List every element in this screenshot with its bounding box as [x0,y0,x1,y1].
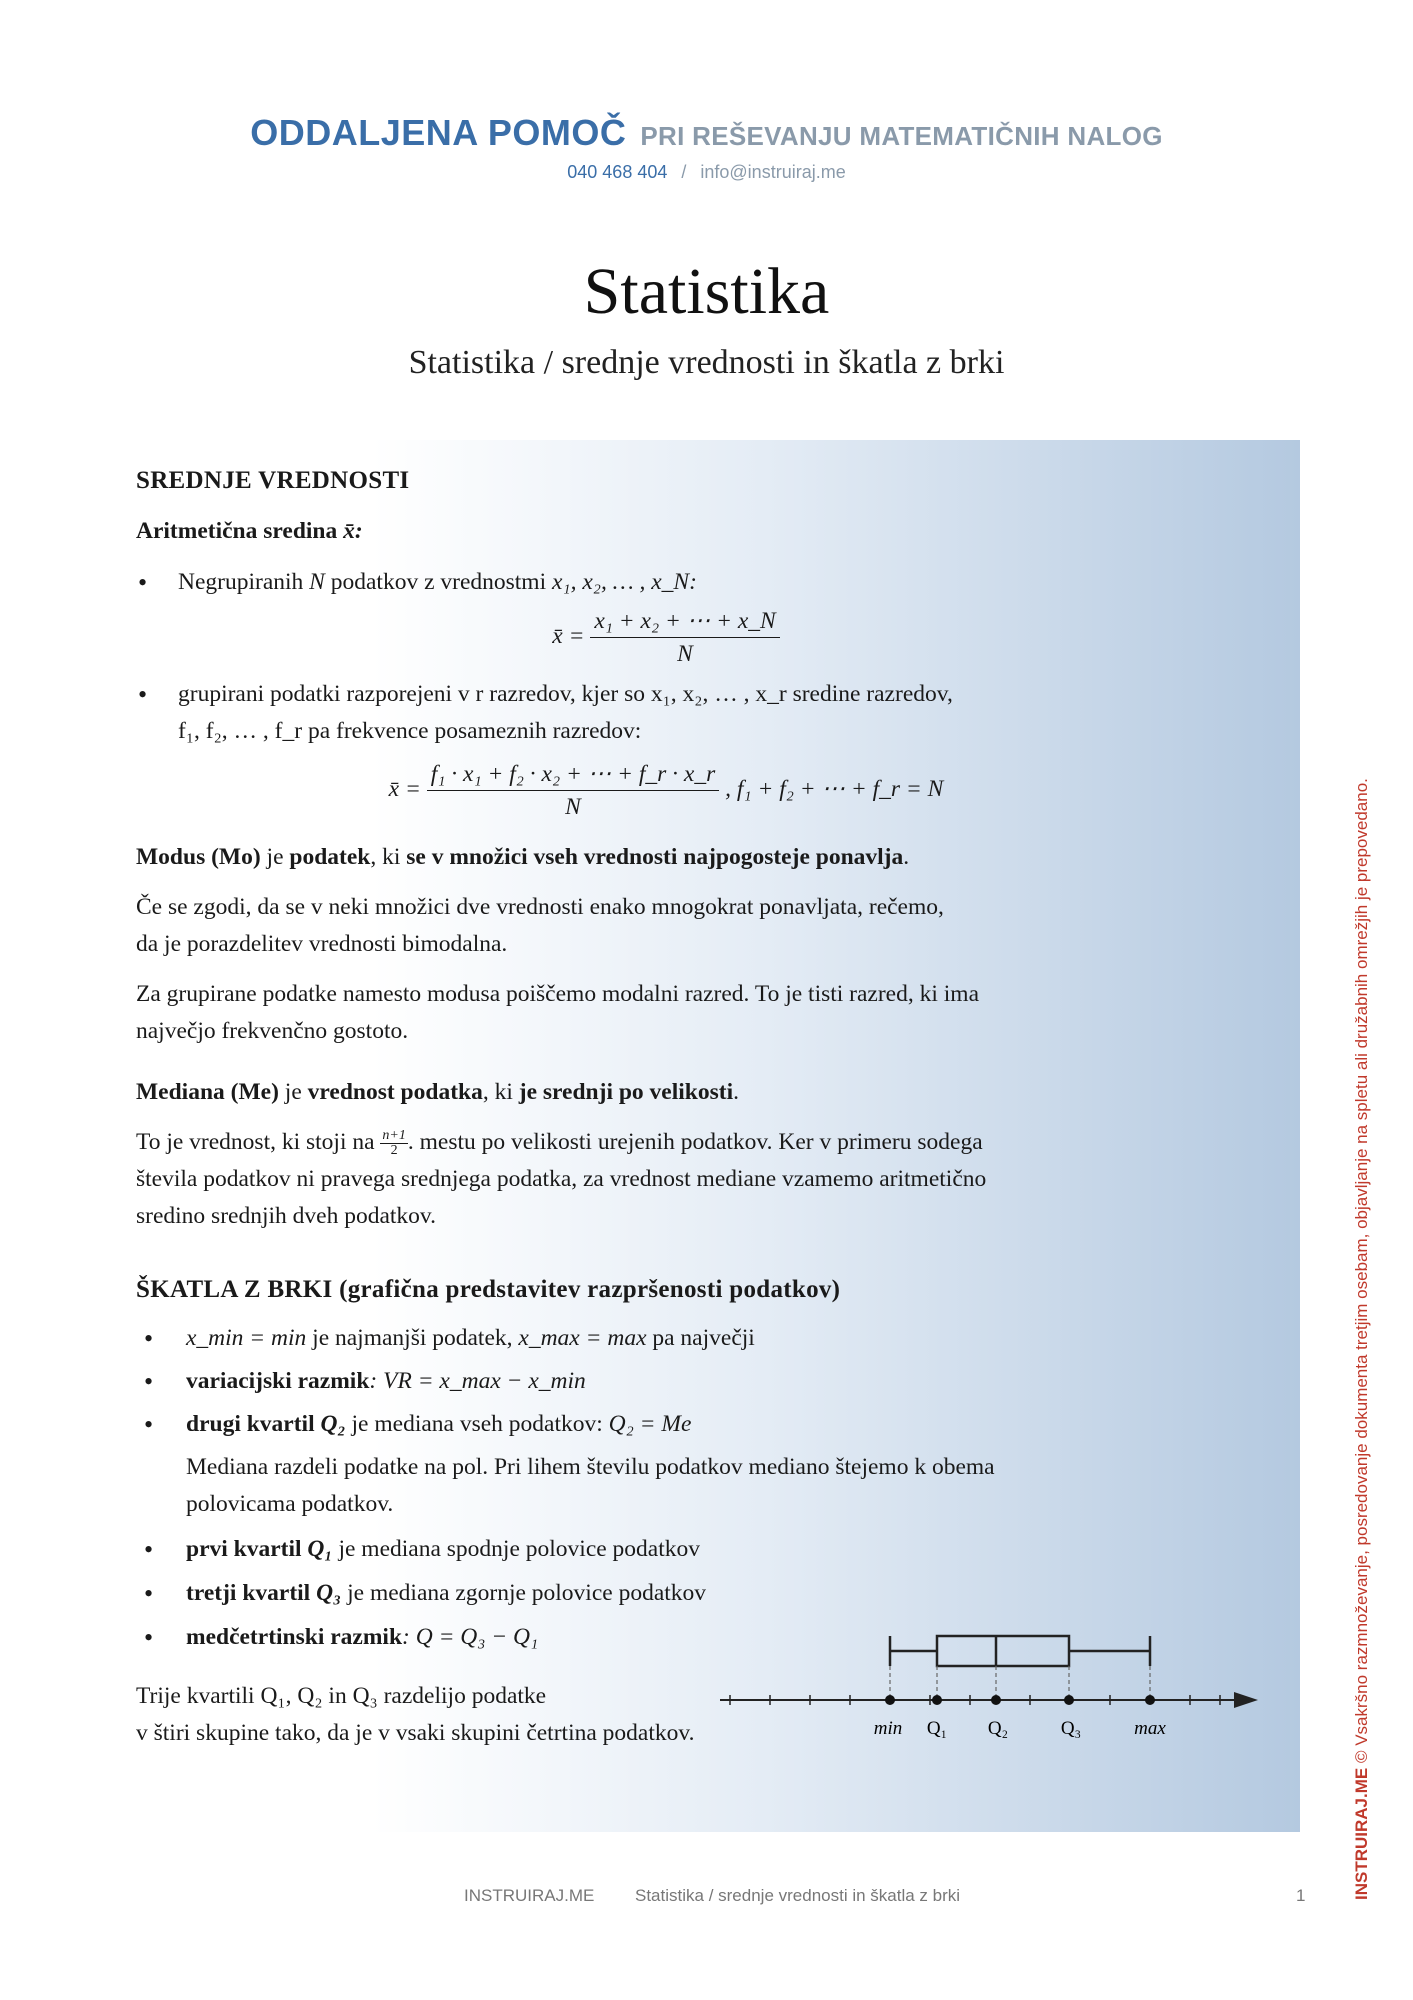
notice-brand: INSTRUIRAJ.ME [1352,1767,1371,1900]
arit-heading: Aritmetična sredina x̄: [136,518,363,544]
list-item-negrupirani: • Negrupiranih N podatkov z vrednostmi x₁, x₂, … , x_N: [136,564,1196,601]
header-tagline: PRI REŠEVANJU MATEMATIČNIH NALOG [640,121,1163,151]
list-item-medcetrtinski: • medčetrtinski razmik: Q = Q₃ − Q₁ [136,1619,1196,1656]
notice-text: © Vsakršno razmnoževanje, posredovanje dokumenta tretjim osebam, objavljanje na spletu ali družabnih omrežjih je prepovedano. [1352,778,1371,1764]
label-max: max [1134,1718,1166,1739]
header-contact [0,162,1413,183]
formula-mean-ungrouped: x̄ = $\frac{\text{x₁ + x₂ + ⋯ + x\_N}}{N}$ [136,605,1196,670]
header-separator: / [681,162,687,182]
modus-paragraph-2: Za grupirane podatke namesto modusa poiščemo modalni razred. To je tisti razred, ki ima največjo frekvenčno gostoto. [136,981,980,1044]
vertical-copyright-notice [1352,778,1372,1900]
label-q1: Q₁ [926,1718,948,1739]
page-title: Statistika [583,255,830,328]
label-q2: Q₂ [987,1718,1009,1739]
footer-page-number: 1 [1296,1886,1306,1905]
page-header [0,112,1413,154]
box-plot-diagram [720,1610,1280,1740]
drugi-kvartil-note: Mediana razdeli podatke na pol. Pri lihem številu podatkov mediano štejemo k obema polovicama podatkov. [186,1454,995,1517]
label-q3: Q₃ [1060,1718,1082,1739]
list-item-prvi-kvartil: • prvi kvartil Q₁ je mediana spodnje polovice podatkov [136,1531,1196,1568]
header-brand: ODDALJENA POMOČ [250,112,627,153]
list-item-grupirani: • grupirani podatki razporejeni v r razredov, kjer so x₁, x₂, … , x_r sredine razredov, f₁, f₂, … , f_r pa frekvence posameznih razredov: [136,676,1196,750]
list-item-variacijski: • variacijski razmik: VR = x_max − x_min [136,1363,1196,1400]
point-q2 [991,1695,1001,1705]
point-q3 [1064,1695,1074,1705]
footer-doc-title: Statistika / srednje vrednosti in škatla z brki [635,1886,961,1905]
number-line-arrow-icon [1234,1692,1258,1708]
modus-definition: Modus (Mo) je podatek, ki se v množici vseh vrednosti najpogosteje ponavlja. [136,844,910,870]
footer-site[interactable]: INSTRUIRAJ.ME [464,1886,595,1905]
point-q1 [932,1695,942,1705]
label-min: min [873,1718,903,1739]
list-item-drugi-kvartil: • drugi kvartil Q₂ je mediana vseh podatkov: Q₂ = Me [136,1406,1196,1443]
formula-mean-grouped: x̄ = $\frac{\text{f₁ · x₁ + f₂ · x₂ + ⋯ + f\_r · x\_r}}{N}$ , f₁ + f₂ + ⋯ + f_r = N [136,758,1196,823]
closing-paragraph: Trije kvartili Q₁, Q₂ in Q₃ razdelijo podatke v štiri skupine tako, da je v vsaki skupini četrtina podatkov. [136,1683,695,1746]
mediana-definition: Mediana (Me) je vrednost podatka, ki je srednji po velikosti. [136,1079,739,1105]
section-heading-skatla: ŠKATLA Z BRKI (grafična predstavitev razpršenosti podatkov) [136,1276,841,1303]
point-max [1145,1695,1155,1705]
list-item-min-max: • x_min = min je najmanjši podatek, x_max = max pa največji [136,1320,1196,1357]
mediana-paragraph: To je vrednost, ki stoji na $\frac{n+1}{2}$ . mestu po velikosti urejenih podatkov. Ker v primeru sodega števila podatkov ni pravega srednjega podatka, za vrednost mediane vzamemo aritmetično sredino srednjih dveh podatkov. [136,1128,987,1229]
modus-paragraph-1: Če se zgodi, da se v neki množici dve vrednosti enako mnogokrat ponavljata, rečemo, da je porazdelitev vrednosti bimodalna. [136,894,944,957]
point-min [885,1695,895,1705]
section-heading-srednje: SREDNJE VREDNOSTI [136,467,410,494]
page-subtitle: Statistika / srednje vrednosti in škatla z brki [408,344,1005,381]
list-item-tretji-kvartil: • tretji kvartil Q₃ je mediana zgornje polovice podatkov [136,1575,1196,1612]
box-iqr [937,1636,1069,1666]
content [136,462,1196,1752]
header-phone[interactable]: 040 468 404 [567,162,668,182]
fraction-n-plus-1-over-2: $\frac{n+1}{2}$ [382,1128,406,1159]
header-email[interactable]: info@instruiraj.me [700,162,846,182]
